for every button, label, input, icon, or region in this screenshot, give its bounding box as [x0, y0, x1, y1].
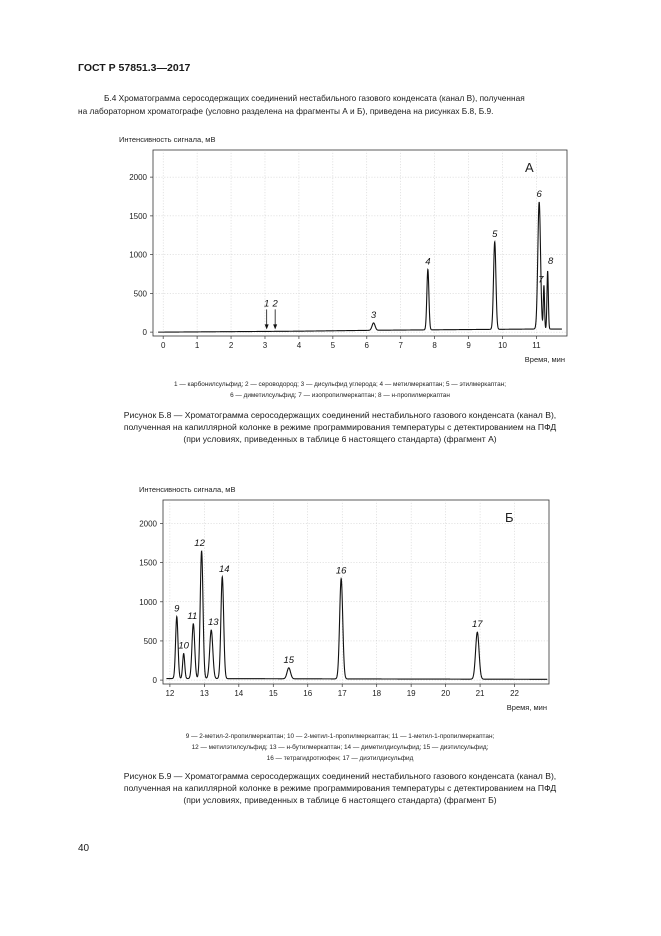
x-tick-label: 9 — [466, 341, 471, 350]
y-tick-label: 1500 — [129, 211, 147, 221]
caption-line: (при условиях, приведенных в таблице 6 настоящего стандарта) (фрагмент Б) — [183, 795, 497, 805]
x-tick-label: 15 — [268, 689, 278, 698]
x-tick-label: 7 — [398, 341, 403, 350]
legend-line: 9 — 2-метил-2-пропилмеркаптан; 10 — 2-метил-1-пропилмеркаптан; 11 — 1-метил-1-пропилмеркаптан; — [185, 733, 495, 740]
legend-line: 6 — диметилсульфид; 7 — изопропилмеркаптан; 8 — н-пропилмеркаптан — [230, 392, 450, 399]
x-tick-label: 20 — [441, 689, 451, 698]
x-tick-label: 18 — [372, 689, 382, 698]
peak-label: 7 — [538, 274, 544, 286]
marker-arrow-head — [273, 324, 277, 329]
x-tick-label: 17 — [337, 689, 347, 698]
marker-label: 1 — [264, 298, 270, 310]
figure-b8-caption — [60, 409, 620, 445]
x-tick-label: 2 — [228, 341, 234, 350]
chromatogram-a — [115, 128, 585, 368]
x-tick-label: 0 — [160, 341, 166, 350]
peak-label: 15 — [283, 654, 295, 666]
caption-line: полученная на капиллярной колонке в режиме программирования температуры с детектированием на ПФД — [123, 783, 557, 793]
y-tick-label: 0 — [142, 328, 147, 338]
caption-line: (при условиях, приведенных в таблице 6 настоящего стандарта) (фрагмент А) — [183, 434, 497, 444]
plot-frame — [153, 150, 567, 336]
page-number: 40 — [78, 843, 90, 854]
y-axis-label: Интенсивность сигнала, мВ — [119, 135, 216, 144]
y-axis-label: Интенсивность сигнала, мВ — [139, 485, 236, 494]
x-tick-label: 1 — [194, 341, 200, 350]
document-header: ГОСТ Р 57851.3—2017 — [78, 62, 191, 74]
y-tick-label: 500 — [133, 289, 147, 299]
intro-line-1: Б.4 Хроматограмма серосодержащих соединений нестабильного газового конденсата (канал В), полученная — [104, 93, 525, 103]
x-tick-label: 4 — [296, 341, 302, 350]
figure-b9-legend — [70, 731, 610, 764]
x-tick-label: 12 — [165, 689, 175, 698]
y-tick-label: 1000 — [129, 250, 147, 260]
figure-b9-caption — [60, 770, 620, 806]
x-tick-label: 13 — [199, 689, 209, 698]
x-tick-label: 11 — [532, 341, 541, 350]
marker-arrow-head — [265, 324, 269, 329]
peak-label: 6 — [536, 188, 542, 200]
legend-line: 16 — тетрагидротиофен; 17 — диэтилдисульфид — [266, 755, 414, 762]
y-tick-label: 1500 — [139, 558, 157, 568]
peak-label: 14 — [218, 563, 230, 575]
legend-line: 12 — метилэтилсульфид; 13 — н-бутилмеркаптан; 14 — диметилдисульфид; 15 — диэтилсульфид; — [191, 744, 489, 751]
x-tick-label: 14 — [234, 689, 244, 698]
peak-label: 4 — [425, 256, 431, 268]
intro-line-2: на лабораторном хроматографе (условно разделена на фрагменты А и Б), приведена на рисунках Б.8, Б.9. — [78, 105, 494, 116]
x-tick-label: 19 — [406, 689, 416, 698]
x-axis-label: Время, мин — [524, 355, 565, 364]
panel-label: А — [525, 160, 534, 175]
peak-label: 16 — [335, 565, 347, 577]
legend-line: 1 — карбонилсульфид; 2 — сероводород; 3 — дисульфид углерода; 4 — метилмеркаптан; 5 — этилмеркаптан; — [174, 381, 506, 388]
caption-line: полученная на капиллярной колонке в режиме программирования температуры с детектированием на ПФД — [123, 422, 557, 432]
x-tick-label: 21 — [475, 689, 485, 698]
x-tick-label: 22 — [510, 689, 519, 698]
x-tick-label: 3 — [262, 341, 268, 350]
x-tick-label: 16 — [303, 689, 313, 698]
y-tick-label: 2000 — [129, 173, 147, 183]
caption-line: Рисунок Б.9 — Хроматограмма серосодержащих соединений нестабильного газового конденсата (канал В), — [123, 771, 557, 781]
caption-line: Рисунок Б.8 — Хроматограмма серосодержащих соединений нестабильного газового конденсата (канал В), — [123, 410, 557, 420]
chromatogram-trace — [158, 202, 562, 332]
peak-label: 9 — [174, 603, 180, 615]
y-tick-label: 500 — [143, 636, 157, 646]
x-axis-label: Время, мин — [506, 703, 547, 712]
peak-label: 10 — [178, 640, 189, 652]
peak-label: 11 — [187, 610, 198, 622]
y-tick-label: 2000 — [139, 519, 157, 529]
y-tick-label: 1000 — [139, 597, 157, 607]
panel-label: Б — [505, 510, 514, 525]
peak-label: 8 — [548, 255, 554, 267]
marker-label: 2 — [272, 298, 278, 310]
x-tick-label: 10 — [498, 341, 507, 350]
intro-paragraph — [78, 92, 598, 117]
y-tick-label: 0 — [152, 676, 157, 686]
peak-label: 13 — [207, 617, 219, 629]
figure-b8-legend — [70, 379, 610, 401]
peak-label: 5 — [492, 228, 498, 240]
x-tick-label: 6 — [364, 341, 370, 350]
x-tick-label: 8 — [432, 341, 437, 350]
chromatogram-b — [115, 470, 585, 720]
plot-frame — [163, 500, 549, 684]
x-tick-label: 5 — [330, 341, 336, 350]
peak-label: 3 — [370, 309, 377, 321]
peak-label: 17 — [472, 619, 483, 631]
peak-label: 12 — [194, 537, 205, 549]
